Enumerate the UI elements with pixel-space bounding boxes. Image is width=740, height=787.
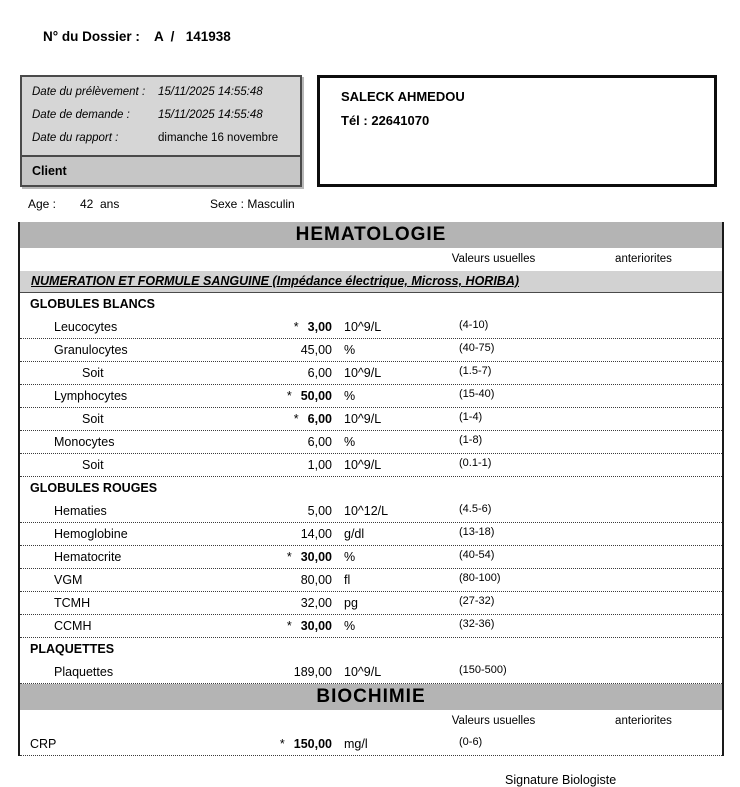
abnormal-flag: * (293, 412, 299, 426)
result-value-cell (160, 500, 332, 523)
result-value: 150,00 (293, 737, 332, 751)
patient-box (317, 75, 717, 187)
group-header-row: PLAQUETTES (20, 638, 722, 661)
result-value-cell (160, 615, 332, 638)
dossier-value: A / 141938 (153, 29, 231, 44)
result-value-cell (160, 661, 332, 684)
result-value: 30,00 (300, 550, 332, 564)
abnormal-flag: * (293, 320, 299, 334)
rapport-label: Date du rapport : (32, 132, 119, 144)
demande-value: 15/11/2025 14:55:48 (158, 109, 263, 121)
client-strip: Client (22, 155, 300, 185)
parameter-name: VGM (54, 573, 83, 587)
abnormal-flag: * (286, 619, 292, 633)
reference-range: (15-40) (459, 388, 495, 400)
result-row (20, 523, 722, 546)
date-row-prelevement (32, 86, 292, 98)
result-value: 32,00 (300, 596, 332, 610)
result-value-cell (160, 592, 332, 615)
reference-range: (40-54) (459, 549, 495, 561)
result-value: 1,00 (307, 458, 332, 472)
rapport-value: dimanche 16 novembre (158, 132, 279, 144)
result-value-cell (160, 546, 332, 569)
age-label: Age : (28, 197, 57, 211)
result-value: 50,00 (300, 389, 332, 403)
result-value-cell (160, 408, 332, 431)
parameter-name: CCMH (54, 619, 92, 633)
reference-range: (13-18) (459, 526, 495, 538)
reference-range: (1.5-7) (459, 365, 492, 377)
result-value-cell (160, 362, 332, 385)
abnormal-flag: * (286, 550, 292, 564)
dates-box (20, 75, 302, 187)
prelevement-value: 15/11/2025 14:55:48 (158, 86, 263, 98)
result-value-cell (160, 569, 332, 592)
dates-rows (22, 77, 300, 155)
result-row (20, 500, 722, 523)
result-row (20, 431, 722, 454)
prelevement-label: Date du prélèvement : (32, 86, 146, 98)
result-unit: % (344, 619, 356, 633)
result-row (20, 615, 722, 638)
group-header-row: GLOBULES ROUGES (20, 477, 722, 500)
result-row (20, 546, 722, 569)
result-row (20, 592, 722, 615)
result-value: 6,00 (307, 435, 332, 449)
result-value-cell (160, 316, 332, 339)
result-unit: % (344, 550, 356, 564)
age-value: 42 (80, 197, 94, 211)
parameter-name: Granulocytes (54, 343, 128, 357)
parameter-name: Plaquettes (54, 665, 114, 679)
result-value-cell (160, 454, 332, 477)
result-value: 5,00 (307, 504, 332, 518)
reference-range: (0-6) (459, 736, 483, 748)
result-value-cell (160, 523, 332, 546)
result-row (20, 339, 722, 362)
info-row (20, 75, 740, 187)
date-row-rapport (32, 132, 292, 144)
reference-range: (1-8) (459, 434, 483, 446)
section-title-bar: BIOCHIMIE (20, 684, 722, 710)
parameter-name: Hematies (54, 504, 107, 518)
result-unit: 10^9/L (344, 366, 382, 380)
parameter-name: Hematocrite (54, 550, 122, 564)
demande-label: Date de demande : (32, 109, 130, 121)
result-unit: 10^9/L (344, 320, 382, 334)
reference-range: (0.1-1) (459, 457, 492, 469)
result-unit: g/dl (344, 527, 365, 541)
signature-label: Signature Biologiste (505, 773, 617, 787)
result-value: 14,00 (300, 527, 332, 541)
reference-range: (1-4) (459, 411, 483, 423)
parameter-name: Soit (82, 458, 104, 472)
parameter-name: Lymphocytes (54, 389, 128, 403)
result-value: 3,00 (307, 320, 332, 334)
result-value: 45,00 (300, 343, 332, 357)
result-row (20, 569, 722, 592)
group-header-row: GLOBULES BLANCS (20, 293, 722, 316)
demographics-line (28, 197, 740, 211)
column-headers-row (20, 248, 722, 271)
result-row (20, 408, 722, 431)
column-headers-row (20, 710, 722, 733)
result-row (20, 454, 722, 477)
result-unit: 10^9/L (344, 458, 382, 472)
result-unit: pg (344, 596, 358, 610)
result-unit: mg/l (344, 737, 368, 751)
result-value: 6,00 (307, 412, 332, 426)
result-unit: 10^9/L (344, 412, 382, 426)
result-value: 80,00 (300, 573, 332, 587)
reference-range: (4-10) (459, 319, 489, 331)
section-title-bar: HEMATOLOGIE (20, 222, 722, 248)
result-value: 6,00 (307, 366, 332, 380)
parameter-name: CRP (30, 737, 57, 751)
result-row (20, 362, 722, 385)
result-value-cell (160, 385, 332, 408)
result-unit: % (344, 389, 356, 403)
reference-range: (80-100) (459, 572, 501, 584)
parameter-name: Soit (82, 412, 104, 426)
result-unit: 10^9/L (344, 665, 382, 679)
subsection-title: NUMERATION ET FORMULE SANGUINE (Impédance électrique, Micross, HORIBA) (20, 271, 722, 293)
result-value: 189,00 (293, 665, 332, 679)
date-row-demande (32, 109, 292, 121)
reference-range: (4.5-6) (459, 503, 492, 515)
parameter-name: Leucocytes (54, 320, 118, 334)
result-value-cell (160, 339, 332, 362)
result-unit: fl (344, 573, 351, 587)
result-row (20, 733, 722, 756)
result-row (20, 316, 722, 339)
patient-name: SALECK AHMEDOU (341, 89, 465, 104)
abnormal-flag: * (279, 737, 285, 751)
age-unit: ans (100, 197, 120, 211)
reference-range: (32-36) (459, 618, 495, 630)
column-header-valeurs-usuelles: Valeurs usuelles (451, 715, 536, 727)
column-header-valeurs-usuelles: Valeurs usuelles (451, 253, 536, 265)
parameter-name: Monocytes (54, 435, 115, 449)
reference-range: (27-32) (459, 595, 495, 607)
parameter-name: Soit (82, 366, 104, 380)
result-unit: % (344, 435, 356, 449)
result-value-cell (160, 431, 332, 454)
dossier-label: N° du Dossier : (43, 29, 140, 44)
parameter-name: TCMH (54, 596, 91, 610)
result-row (20, 661, 722, 684)
reference-range: (40-75) (459, 342, 495, 354)
result-row (20, 385, 722, 408)
column-header-anteriorites: anteriorites (615, 715, 672, 727)
result-value-cell (160, 733, 332, 756)
reference-range: (150-500) (459, 664, 507, 676)
sex-label: Sexe : Masculin (210, 197, 295, 211)
result-unit: % (344, 343, 356, 357)
column-header-anteriorites: anteriorites (615, 253, 672, 265)
dossier-number-line (0, 0, 740, 59)
patient-phone: Tél : 22641070 (341, 113, 430, 128)
parameter-name: Hemoglobine (54, 527, 128, 541)
result-unit: 10^12/L (344, 504, 389, 518)
result-value: 30,00 (300, 619, 332, 633)
abnormal-flag: * (286, 389, 292, 403)
report-table (18, 222, 724, 756)
